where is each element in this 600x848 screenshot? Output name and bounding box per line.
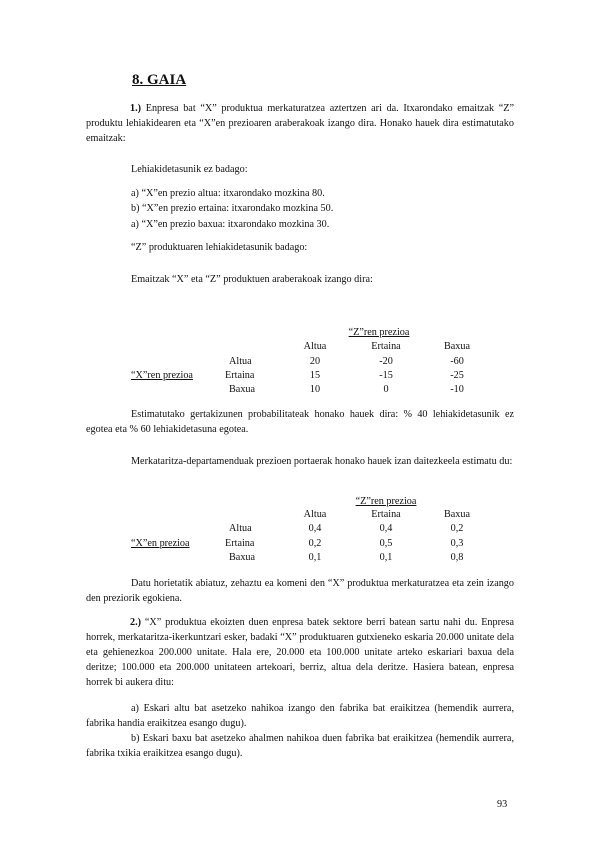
table2-col-title: “Z”ren prezioa [355, 496, 417, 507]
table2-col-header: Altua [303, 509, 327, 520]
table1-row-title: “X”ren prezioa [131, 370, 193, 381]
q2-option-a: a) Eskari altu bat asetzeko nahikoa izango den fabrika bat eraikitzea (hemendik aurrera, fabrika handia eraikitzea esango dugu). [86, 703, 514, 729]
table2-cell: 0,4 [379, 523, 393, 534]
q2-intro-paragraph [86, 615, 514, 690]
table2-cell: 0,1 [308, 552, 322, 563]
table2-col-header: Ertaina [371, 509, 401, 520]
table2-cell: 0,2 [450, 523, 464, 534]
table2-row-title: “X”en prezioa [131, 538, 190, 549]
table1-col-title: “Z”ren prezioa [348, 327, 410, 338]
table2-cell: 0,2 [308, 538, 322, 549]
table1-cell: 0 [383, 384, 389, 395]
q2-option-b: b) Eskari baxu bat asetzeko ahalmen nahikoa duen fabrika bat eraikitzea (hemendik aurrera, fabrika txikia eraikitzea esango dugu). [86, 733, 514, 759]
table1-cell: 20 [309, 356, 321, 367]
q1-competition: “Z” produktuaren lehiakidetasunik badago: [131, 242, 308, 253]
q1-item-a: a) “X”en prezio altua: itxarondako mozkina 80. [131, 188, 325, 199]
q2-number: 2.) [130, 617, 142, 628]
table2-cell: 0,8 [450, 552, 464, 563]
q2-intro: “X” produktua ekoizten duen enpresa batek sektore berri batean sartu nahi du. Enpresa horrek, merkataritza-ikerkuntzari esker, badaki “X” produktuaren gutxieneko eskaria 20.000 unitate dela eta gehienezkoa 200.000 unitate. Hala ere, 20.000 eta 100.000 unitate arteko eskariari baxua dela deritze; 100.000 eta 200.000 unitateen artekoari, berriz, altua dela deritze. Hasiera batean, enpresa horrek bi aukera ditu: [86, 617, 515, 688]
table1-cell: -15 [379, 370, 393, 381]
q1-intro: Enpresa bat “X” produktua merkaturatzea aztertzen ari da. Itxarondako emaitzak “Z” produktu lehiakidearen eta “X”en prezioaren araberakoak izango dira. Honako hauek dira estimatutako emaitzak: [86, 103, 514, 144]
q1-number: 1.) [130, 103, 142, 114]
q1-intro-paragraph [86, 101, 514, 146]
page-number: 93 [497, 799, 508, 810]
q1-question: Datu horietatik abiatuz, zehaztu ea komeni den “X” produktua merkaturatzea eta zein izango den preziorik egokiena. [86, 578, 514, 604]
table1-row-label: Altua [229, 356, 252, 367]
q1-item-b: b) “X”en prezio ertaina: itxarondako mozkina 50. [131, 203, 334, 214]
table2-cell: 0,1 [379, 552, 393, 563]
table1-col-header: Ertaina [371, 341, 401, 352]
q1-no-competition: Lehiakidetasunik ez badago: [131, 164, 248, 175]
q1-probabilities: Estimatutako gertakizunen probabilitateak honako hauek dira: % 40 lehiakidetasunik ez egotea eta % 60 lehiakidetasuna egotea. [86, 409, 514, 435]
table1-cell: 10 [309, 384, 321, 395]
table2-row-label: Ertaina [225, 538, 255, 549]
table1-cell: -60 [450, 356, 464, 367]
page-title: 8. GAIA [132, 72, 187, 88]
q1-item-c: a) “X”en prezio baxua: itxarondako mozkina 30. [131, 219, 330, 230]
table2-cell: 0,4 [308, 523, 322, 534]
q1-department: Merkataritza-departamenduak prezioen portaerak honako hauek izan daitezkeela estimatu du: [131, 456, 513, 467]
table1-col-header: Baxua [443, 341, 471, 352]
table2-cell: 0,5 [379, 538, 393, 549]
table2-row-label: Baxua [229, 552, 256, 563]
table1-row-label: Ertaina [225, 370, 255, 381]
table2-col-header: Baxua [443, 509, 471, 520]
table2-cell: 0,3 [450, 538, 464, 549]
table1-col-header: Altua [303, 341, 327, 352]
table1-cell: 15 [309, 370, 321, 381]
table1-cell: -20 [379, 356, 393, 367]
q1-results-intro: Emaitzak “X” eta “Z” produktuen araberakoak izango dira: [131, 274, 373, 285]
table1-cell: -10 [450, 384, 464, 395]
table2-row-label: Altua [229, 523, 252, 534]
table1-row-label: Baxua [229, 384, 256, 395]
table1-cell: -25 [450, 370, 464, 381]
